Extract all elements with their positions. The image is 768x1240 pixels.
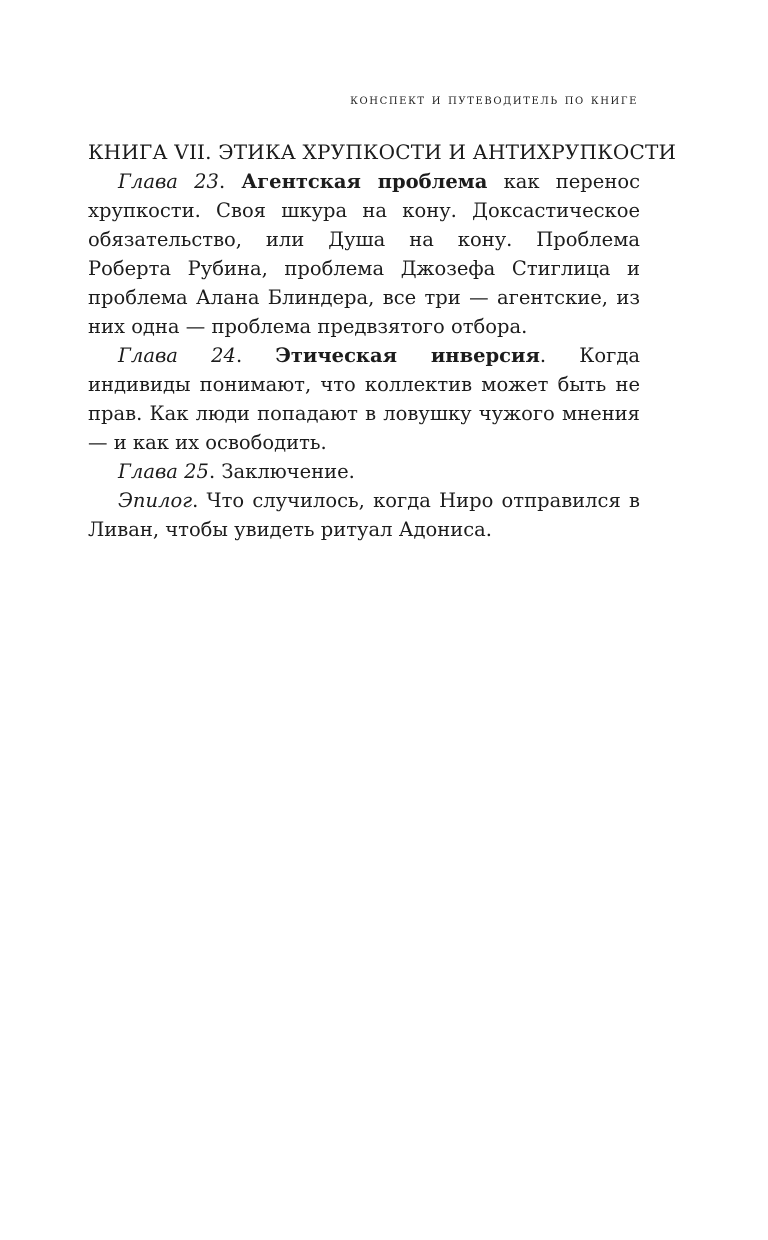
chapter-24-text: . Когда индивиды понимают, что коллектив может быть не прав. Как люди попадают в ловушку чужого мнения — и как их освободить. xyxy=(88,344,640,454)
chapter-23-entry: Глава 23. Агентская проблема как перенос хрупкости. Своя шкура на кону. Доксастическое обязательство, или Душа на кону. Проблема Роберта Рубина, проблема Джозефа Стиглица и проблема Алана Блиндера, все три — агентские, из них одна — проблема предвзятого отбора. xyxy=(88,170,640,338)
page-body xyxy=(88,138,677,544)
chapter-25-entry xyxy=(88,457,640,486)
chapter-24-label: Глава 24 xyxy=(118,344,236,367)
chapter-23-title: Агентская проблема xyxy=(241,170,488,193)
chapter-24-entry: Глава 24. Этическая инверсия. Когда индивиды понимают, что коллектив может быть не прав. Как люди попадают в ловушку чужого мнения — и как их освободить. xyxy=(88,344,640,454)
epilogue-text: . Что случилось, когда Ниро отправился в Ливан, чтобы увидеть ритуал Адониса. xyxy=(88,489,640,541)
chapter-23-label: Глава 23 xyxy=(118,170,219,193)
chapter-25-text: . Заключение. xyxy=(208,460,355,483)
chapter-25-label: Глава 25 xyxy=(118,460,209,483)
epilogue-label: Эпилог xyxy=(118,489,193,512)
book-heading: КНИГА VII. ЭТИКА ХРУПКОСТИ И АНТИХРУПКОСТИ xyxy=(88,140,677,164)
chapter-23-text: как перенос хрупкости. Своя шкура на кону. Доксастическое обязательство, или Душа на кону. Проблема Роберта Рубина, проблема Джозефа Стиглица и проблема Алана Блиндера, все три — агентские, из них одна — проблема предвзятого отбора. xyxy=(88,170,640,338)
chapter-24-title: Этическая инверсия xyxy=(275,344,540,367)
running-header: конспект и путеводитель по книге xyxy=(350,92,638,108)
epilogue-entry xyxy=(88,486,640,544)
